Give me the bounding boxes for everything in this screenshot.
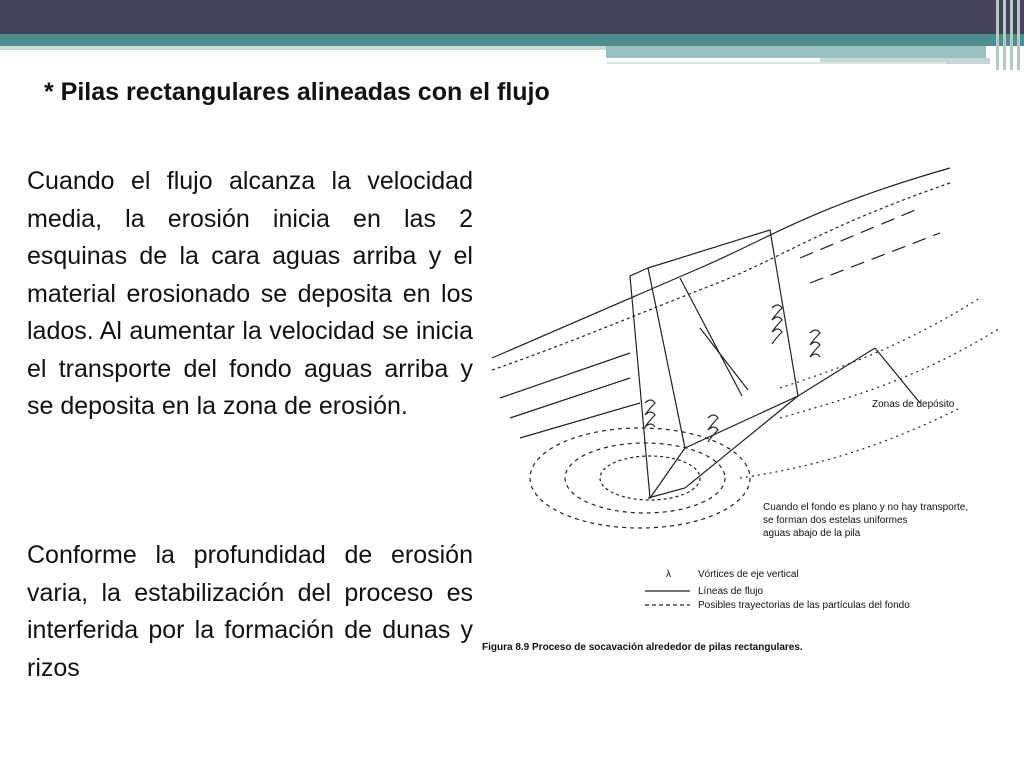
body-paragraph-2: Conforme la profundidad de erosión varia, la estabilización del proceso es interferida por la formación de dunas y rizos bbox=[27, 541, 473, 682]
deposit-zone bbox=[780, 298, 980, 388]
deposit-pointer bbox=[875, 348, 920, 403]
note-line-3: aguas abajo de la pila bbox=[763, 528, 861, 539]
legend-particles-label: Posibles trayectorias de las partículas del fondo bbox=[698, 600, 910, 611]
upper-bank-line bbox=[492, 168, 950, 358]
legend-vortex-label: Vórtices de eje vertical bbox=[698, 569, 799, 580]
flow-line bbox=[800, 208, 920, 258]
vortex-coil bbox=[772, 305, 782, 344]
scour-contour bbox=[565, 443, 725, 513]
vortex-coil bbox=[810, 330, 820, 357]
banner-teal-band bbox=[0, 34, 1024, 46]
banner-dark-band bbox=[0, 0, 1024, 34]
top-banner bbox=[0, 0, 1024, 70]
vortex-coil bbox=[645, 400, 655, 427]
slide-title: * Pilas rectangulares alineadas con el flujo bbox=[44, 78, 550, 106]
legend-vortex-symbol: λ bbox=[666, 569, 671, 580]
scour-diagram bbox=[480, 148, 1020, 668]
banner-light-band bbox=[606, 46, 986, 58]
banner-light-band bbox=[0, 46, 606, 50]
note-line-1: Cuando el fondo es plano y no hay transporte, bbox=[763, 502, 969, 513]
figure-caption: Figura 8.9 Proceso de socavación alrededor de pilas rectangulares. bbox=[482, 642, 803, 653]
pier-inner-line bbox=[680, 278, 742, 396]
legend-flow-label: Líneas de flujo bbox=[698, 586, 764, 597]
pier-side-face bbox=[630, 268, 685, 498]
deposit-zone-label: Zonas de depósito bbox=[872, 399, 955, 410]
banner-stripes bbox=[994, 0, 1024, 70]
note-line-2: se forman dos estelas uniformes bbox=[763, 515, 908, 526]
upper-bank-hatch bbox=[492, 183, 950, 370]
flow-line bbox=[810, 233, 940, 283]
pier-inner-line bbox=[700, 328, 748, 390]
deposit-zone bbox=[740, 408, 960, 478]
body-paragraph-1: Cuando el flujo alcanza la velocidad media, la erosión inicia en las 2 esquinas de la cara aguas arriba y el material erosionado se deposita en los lados. Al aumentar la velocidad se inicia el transporte del fondo aguas arriba y se deposita en la zona de erosión. bbox=[27, 167, 473, 420]
deposit-pointer bbox=[798, 348, 875, 396]
vortex-coil bbox=[708, 415, 718, 442]
flow-line bbox=[510, 378, 630, 418]
pier-base bbox=[648, 396, 798, 498]
scour-figure bbox=[480, 148, 1020, 668]
banner-thin-line bbox=[606, 62, 946, 64]
flow-line bbox=[500, 353, 630, 398]
